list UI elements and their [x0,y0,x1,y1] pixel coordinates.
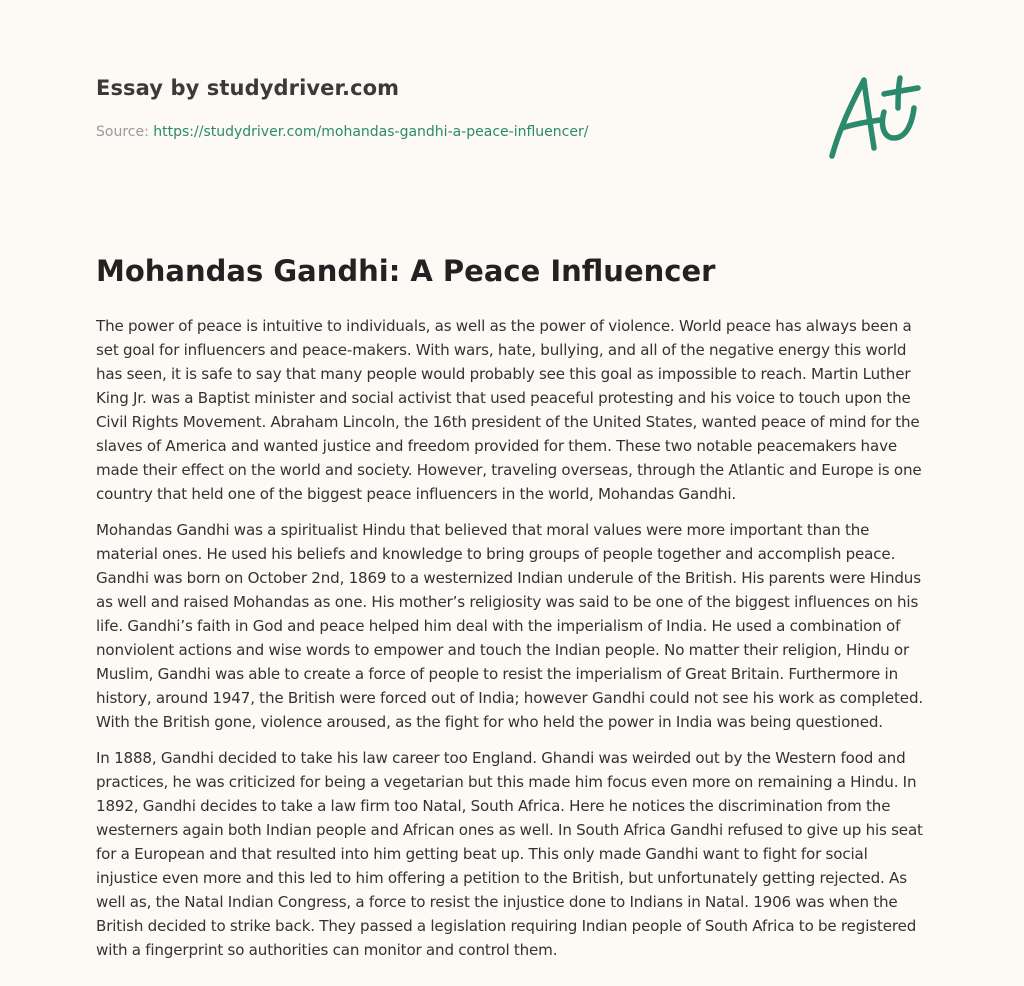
source-label: Source: [96,124,149,140]
source-line [96,124,588,140]
site-title: Essay by studydriver.com [96,76,400,100]
essay-paragraph: Mohandas Gandhi was a spiritualist Hindu that believed that moral values were more important than the material ones. He used his beliefs and knowledge to bring groups of people together and accomplish peace. Gandhi was born on October 2nd, 1869 to a westernized Indian underule of the British. His parents were Hindus as well and raised Mohandas as one. His mother’s religiosity was said to be one of the biggest influences on his life. Gandhi’s faith in God and peace helped him deal with the imperialism of India. He used a combination of nonviolent actions and wise words to empower and touch the Indian people. No matter their religion, Hindu or Muslim, Gandhi was able to create a force of people to resist the imperialism of Great Britain. Furthermore in history, around 1947, the British were forced out of India; however Gandhi could not see his work as completed. With the British gone, violence aroused, as the fight for who held the power in India was being questioned. [96,521,924,731]
essay-body [96,314,928,974]
essay-paragraph: The power of peace is intuitive to individuals, as well as the power of violence. World peace has always been a set goal for influencers and peace-makers. With wars, hate, bullying, and all of the negative energy this world has seen, it is safe to say that many people would probably see this goal as impossible to reach. Martin Luther King Jr. was a Baptist minister and social activist that used peaceful protesting and his voice to touch upon the Civil Rights Movement. Abraham Lincoln, the 16th president of the United States, wanted peace of mind for the slaves of America and wanted justice and freedom provided for them. These two notable peacemakers have made their effect on the world and society. However, traveling overseas, through the Atlantic and Europe is one country that held one of the biggest peace influencers in the world, Mohandas Gandhi. [96,317,922,503]
source-link[interactable]: https://studydriver.com/mohandas-gandhi-a-peace-influencer/ [153,124,589,140]
essay-title: Mohandas Gandhi: A Peace Influencer [96,254,716,288]
a-plus-logo-icon [818,68,928,164]
page-header [96,0,928,200]
essay-paragraph: In 1888, Gandhi decided to take his law career too England. Ghandi was weirded out by the Western food and practices, he was criticized for being a vegetarian but this made him focus even more on remaining a Hindu. In 1892, Gandhi decides to take a law firm too Natal, South Africa. Here he notices the discrimination from the westerners again both Indian people and African ones as well. In South Africa Gandhi refused to give up his seat for a European and that resulted into him getting beat up. This only made Gandhi want to fight for social injustice even more and this led to him offering a petition to the British, but unfortunately getting rejected. As well as, the Natal Indian Congress, a force to resist the injustice done to Indians in Natal. 1906 was when the British decided to strike back. They passed a legislation requiring Indian people of South Africa to be registered with a fingerprint so authorities can monitor and control them. [96,749,923,959]
